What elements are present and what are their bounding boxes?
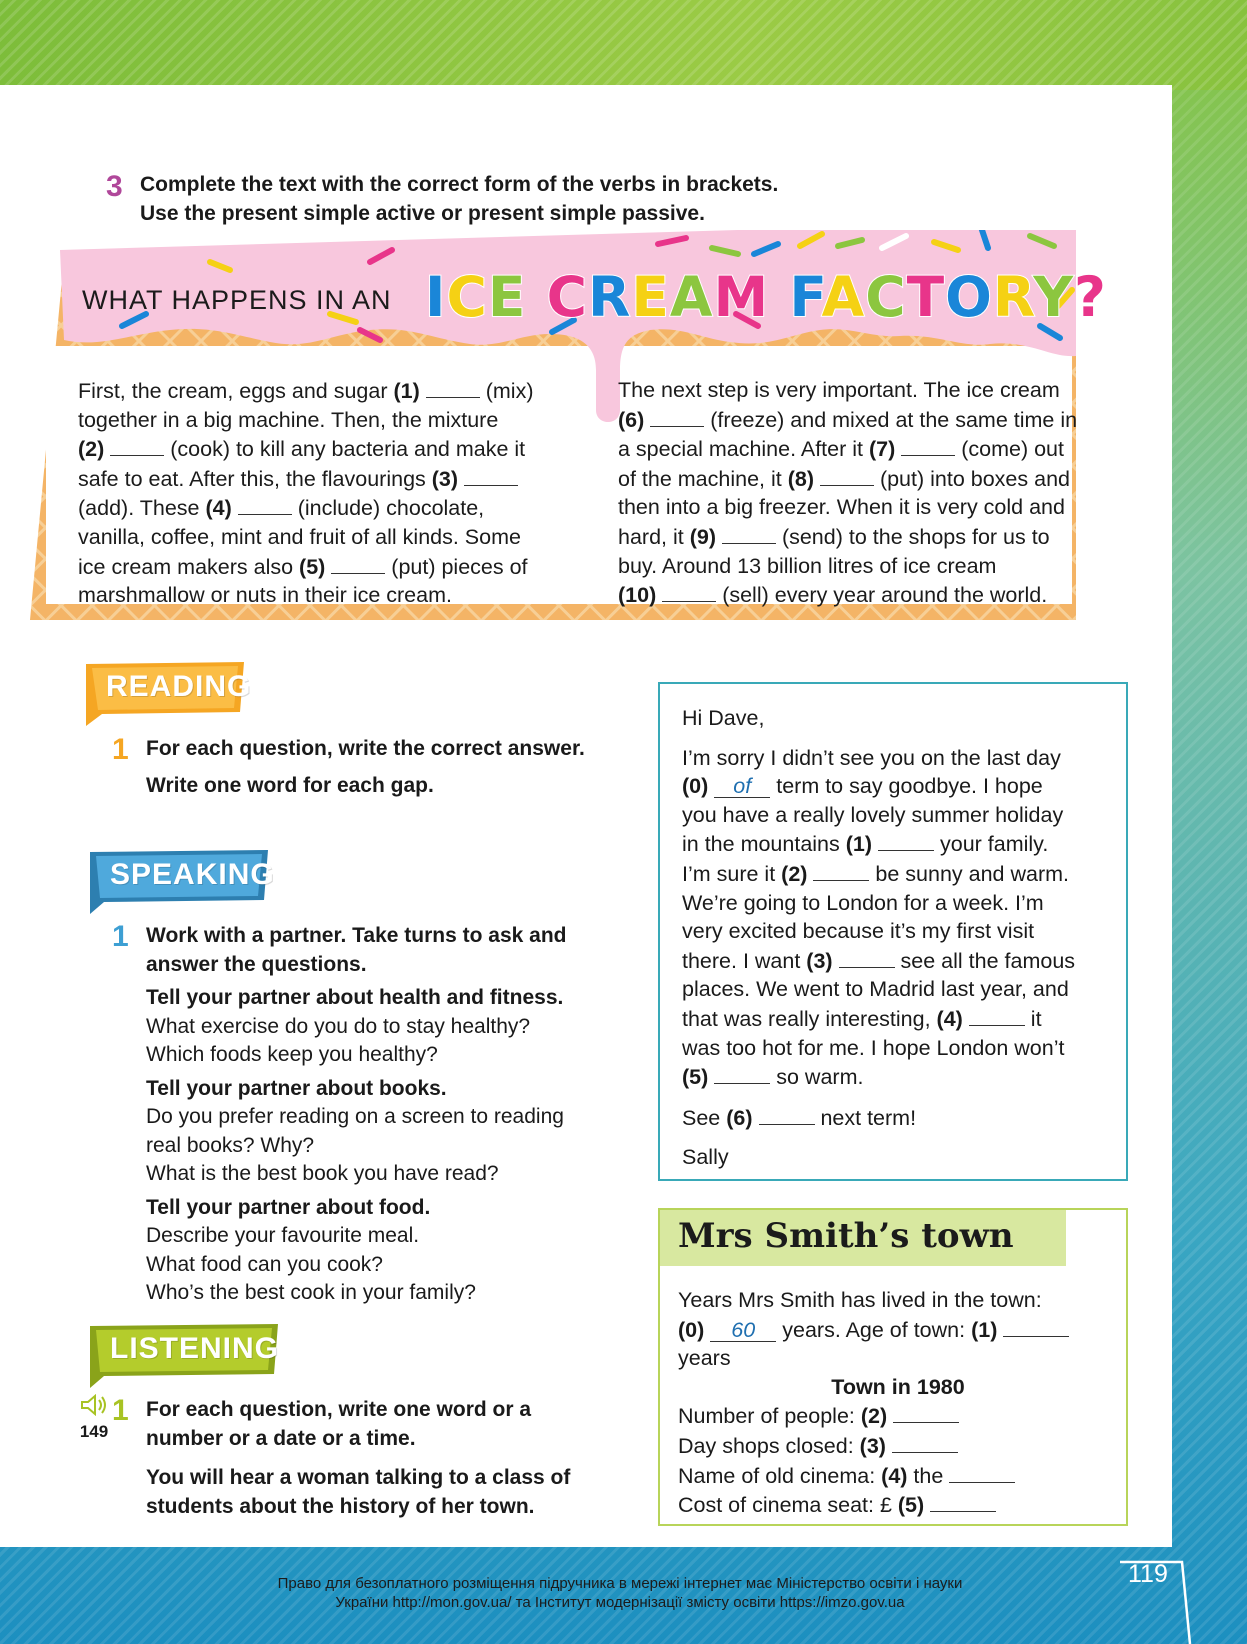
closing-text: See: [682, 1105, 727, 1130]
answer-gap[interactable]: [331, 552, 385, 574]
line-text: in the mountains: [682, 832, 846, 857]
line-text: buy. Around 13 billion litres of ice cream: [618, 553, 997, 578]
line-text: The next step is very important. The ice cream: [618, 378, 1060, 402]
text-line: [78, 406, 558, 435]
notes-item: [678, 1401, 1118, 1431]
speaking-question: What exercise do you do to stay healthy?: [146, 1014, 531, 1038]
fancy-letter: Y: [1033, 265, 1075, 329]
gap-number: (8): [787, 466, 814, 491]
mrs-smith-notes: [658, 1208, 1128, 1526]
line-text-after-gap: (send) to the shops for us to: [716, 525, 1050, 549]
text-line: [78, 493, 558, 523]
line-text: We’re going to London for a week. I’m: [682, 890, 1044, 915]
notes-item-after: the: [907, 1463, 944, 1488]
ice-cream-title-fancy: [425, 265, 1107, 329]
text-line: [618, 405, 1098, 435]
answer-gap[interactable]: [238, 493, 292, 515]
line-text: was too hot for me. I hope London won’t: [682, 1035, 1065, 1060]
exercise-instruction: [140, 170, 900, 228]
speaking-question: Describe your favourite meal.: [146, 1224, 420, 1247]
text-line: [618, 552, 1098, 581]
fancy-word: [425, 265, 526, 329]
answer-gap[interactable]: [426, 376, 480, 398]
notes-item-label: Number of people:: [678, 1404, 861, 1429]
instruction-line-2: Use the present simple active or present simple passive.: [140, 202, 705, 225]
gap-number: (4): [205, 496, 232, 521]
line-text: very excited because it’s my first visit: [682, 919, 1035, 944]
letter-box: [658, 682, 1128, 1181]
line-text-after-gap: (put) pieces of: [325, 555, 527, 579]
letter-line: [682, 744, 1112, 773]
letter-line: [682, 829, 1112, 859]
line-text: I’m sure it: [682, 861, 782, 886]
text-line: [618, 580, 1098, 610]
example-answer: 60: [710, 1319, 776, 1342]
answer-gap[interactable]: [930, 1490, 996, 1512]
fancy-letter: E: [487, 265, 527, 329]
text-line: [78, 523, 558, 552]
audio-track[interactable]: [74, 1394, 114, 1442]
reading-question-number: 1: [112, 733, 129, 766]
fancy-letter: R: [587, 265, 632, 329]
speaker-icon: [79, 1394, 109, 1416]
notes-line-2: [678, 1315, 1118, 1345]
footer-copyright: [230, 1574, 1010, 1612]
letter-text: [682, 704, 1112, 1172]
letter-line: [682, 1034, 1112, 1063]
fancy-letter: C: [446, 265, 488, 329]
notes-item: [678, 1461, 1118, 1491]
notes-header: [660, 1210, 1066, 1266]
gap-number: (6): [618, 407, 645, 432]
fancy-letter: O: [945, 265, 993, 329]
line-text-after-gap: see all the famous: [894, 948, 1076, 973]
gap-number: (0): [682, 774, 709, 799]
footer-line-1: Право для безоплатного розміщення підручника в мережі інтернет має Міністерство освіти і науки: [277, 1575, 963, 1592]
ice-cream-text-left: [78, 376, 558, 610]
notes-item-label: Day shops closed:: [678, 1433, 860, 1458]
listening-tag: [86, 1322, 282, 1384]
top-decorative-band: [0, 0, 1247, 90]
answer-gap[interactable]: [839, 946, 895, 968]
example-answer: of: [714, 775, 770, 798]
text-line: [78, 434, 558, 464]
text-line: [78, 552, 558, 582]
answer-gap[interactable]: [949, 1461, 1015, 1483]
line-text-after-gap: (mix): [420, 379, 534, 403]
line-text-after-gap: (put) into boxes and: [814, 467, 1070, 491]
line-text: safe to eat. After this, the flavourings: [78, 466, 432, 491]
speaking-prompt: Tell your partner about books.: [146, 1076, 447, 1100]
gap-number: (1): [845, 832, 873, 857]
text-line: [618, 464, 1098, 494]
gap-number: (1): [393, 379, 420, 403]
ice-cream-title-plain: WHAT HAPPENS IN AN: [82, 285, 392, 315]
notes-item: [678, 1431, 1118, 1461]
notes-item: [678, 1490, 1118, 1520]
reading-tag: [82, 660, 252, 722]
notes-body: [678, 1286, 1118, 1520]
answer-gap[interactable]: [722, 522, 776, 544]
line-text-after-gap: your family.: [934, 832, 1049, 857]
speaking-prompt: answer the questions.: [146, 952, 367, 976]
line-text: of the machine, it: [618, 466, 788, 491]
fancy-letter: T: [906, 265, 946, 329]
text-line: [78, 581, 558, 610]
speaking-label: SPEAKING: [110, 858, 275, 891]
gap-number: (3): [806, 948, 833, 973]
listening-label: LISTENING: [110, 1332, 280, 1365]
line-text: marshmallow or nuts in their ice cream.: [78, 583, 452, 608]
line-text-after-gap: be sunny and warm.: [869, 861, 1070, 886]
speaking-question: What food can you cook?: [146, 1252, 383, 1276]
gap-number: (0): [678, 1317, 705, 1342]
gap-number: (7): [868, 437, 896, 462]
answer-gap[interactable]: [650, 405, 704, 427]
speaking-question: Do you prefer reading on a screen to reading: [146, 1105, 564, 1128]
line-text: hard, it: [618, 524, 690, 549]
text-line: [618, 434, 1098, 464]
listening-question-number: 1: [112, 1394, 129, 1427]
answer-gap[interactable]: [662, 580, 716, 602]
line-text-after-gap: (freeze) and mixed at the same time in: [644, 408, 1077, 432]
answer-gap[interactable]: [901, 434, 955, 456]
line-text: then into a big freezer. When it is very cold and: [618, 495, 1065, 520]
ice-cream-text-right: [618, 376, 1098, 610]
line-text-after-gap: (sell) every year around the world.: [656, 583, 1047, 607]
answer-gap[interactable]: [759, 1103, 815, 1125]
listening-line-2: number or a date or a time.: [146, 1426, 416, 1450]
text-line: [618, 376, 1098, 405]
fancy-letter: C: [865, 265, 907, 329]
gap-number: (2): [78, 437, 105, 462]
letter-body: [682, 744, 1112, 1092]
gap-number: (6): [726, 1105, 753, 1130]
listening-line-1: For each question, write one word or a: [146, 1398, 532, 1421]
line-text-after-gap: term to say goodbye. I hope: [770, 774, 1043, 799]
closing-text-end: next term!: [814, 1105, 917, 1130]
text-line: [78, 376, 558, 406]
line-text: vanilla, coffee, mint and fruit of all kinds. Some: [78, 524, 521, 549]
text-line: [618, 493, 1098, 522]
answer-gap[interactable]: [878, 829, 934, 851]
notes-title: Mrs Smith’s town: [678, 1216, 1014, 1256]
reading-label: READING: [106, 670, 252, 703]
fancy-word: [789, 265, 1107, 329]
fancy-letter: A: [669, 265, 714, 329]
fancy-letter: E: [631, 265, 670, 329]
listening-line-3: You will hear a woman talking to a class of: [146, 1466, 571, 1489]
answer-gap[interactable]: [969, 1004, 1025, 1026]
exercise-number: 3: [106, 170, 123, 203]
letter-line: [682, 1062, 1112, 1092]
fancy-letter: C: [546, 265, 588, 329]
letter-line: [682, 772, 1112, 801]
text-line: [78, 464, 558, 494]
line-text: together in a big machine. Then, the mixture: [78, 407, 499, 432]
notes-items: [678, 1401, 1118, 1519]
fancy-letter: ?: [1074, 265, 1107, 329]
notes-line-1: Years Mrs Smith has lived in the town:: [678, 1288, 1042, 1312]
instruction-line-1: Complete the text with the correct form of the verbs in brackets.: [140, 173, 779, 196]
speaking-question: Who’s the best cook in your family?: [146, 1281, 476, 1304]
line-text: places. We went to Madrid last year, and: [682, 977, 1069, 1002]
line-text-after-gap: (cook) to kill any bacteria and make it: [104, 437, 525, 461]
answer-gap[interactable]: [892, 1431, 958, 1453]
notes-item-label: Cost of cinema seat: £: [678, 1493, 898, 1518]
speaking-question-number: 1: [112, 920, 129, 953]
gap-number: (1): [971, 1317, 998, 1342]
line-text: there. I want: [682, 948, 807, 973]
line-text: that was really interesting,: [682, 1006, 937, 1031]
gap-number: (10): [618, 583, 657, 608]
reading-line-2: Write one word for each gap.: [146, 773, 434, 797]
line-text: I’m sorry I didn’t see you on the last day: [682, 745, 1061, 770]
answer-gap[interactable]: [464, 464, 518, 486]
fancy-word: [547, 265, 770, 329]
line-text: a special machine. After it: [618, 437, 869, 462]
gap-number: (2): [860, 1404, 888, 1429]
gap-number: (2): [781, 861, 808, 886]
gap-number: (4): [881, 1463, 908, 1488]
line-text-after-gap: so warm.: [770, 1065, 864, 1090]
letter-line: [682, 1004, 1112, 1034]
letter-line: [682, 889, 1112, 918]
ice-cream-factory-box: [30, 230, 1128, 648]
answer-gap[interactable]: [714, 1062, 770, 1084]
speaking-question: Which foods keep you healthy?: [146, 1043, 438, 1066]
letter-closing: [682, 1103, 1112, 1133]
speaking-question: real books? Why?: [146, 1133, 315, 1157]
gap-number: (3): [859, 1433, 886, 1458]
gap-number: (3): [431, 466, 459, 491]
notes-item-label: Name of old cinema:: [678, 1463, 882, 1488]
fancy-letter: M: [713, 265, 770, 329]
notes-subheading: Town in 1980: [831, 1374, 965, 1399]
gap-number: (5): [897, 1493, 925, 1518]
footer-line-2: України http://mon.gov.ua/ та Інститут модернізації змісту освіти https://imzo.gov.ua: [335, 1594, 905, 1611]
line-text: ice cream makers also: [78, 554, 300, 579]
letter-line: [682, 859, 1112, 889]
line-text-after-gap: (include) chocolate,: [232, 496, 484, 520]
speaking-questions: [146, 922, 636, 1308]
answer-gap[interactable]: [820, 464, 874, 486]
gap-number: (4): [936, 1006, 963, 1031]
gap-number: (9): [689, 524, 716, 549]
answer-gap[interactable]: [813, 859, 869, 881]
speaking-tag: [86, 848, 275, 910]
letter-line: [682, 975, 1112, 1004]
answer-gap[interactable]: [110, 434, 164, 456]
letter-signature: Sally: [682, 1145, 729, 1170]
line-text: you have a really lovely summer holiday: [682, 802, 1064, 827]
fancy-letter: F: [789, 265, 822, 329]
line-text-after-gap: [458, 467, 518, 491]
gap-number: (5): [682, 1065, 709, 1090]
line-text: (add). These: [78, 496, 206, 521]
reading-instructions: [146, 735, 616, 800]
page-number: 119: [1128, 1560, 1168, 1588]
page-number-frame: [1118, 1558, 1198, 1644]
answer-gap[interactable]: [893, 1401, 959, 1423]
letter-line: [682, 801, 1112, 830]
letter-greeting: Hi Dave,: [682, 706, 765, 730]
fancy-letter: I: [425, 265, 447, 329]
gap-number: (5): [299, 554, 326, 579]
track-number: 149: [79, 1422, 109, 1441]
listening-line-4: students about the history of her town.: [146, 1494, 535, 1518]
fancy-letter: R: [992, 265, 1034, 329]
line-text-after-gap: (come) out: [895, 437, 1064, 461]
line-text-after-gap: it: [1024, 1006, 1042, 1031]
speaking-prompt: Work with a partner. Take turns to ask and: [146, 924, 567, 947]
reading-line-1: For each question, write the correct answer.: [146, 737, 585, 760]
speaking-prompt: Tell your partner about food.: [146, 1195, 431, 1219]
letter-line: [682, 946, 1112, 976]
notes-text: years. Age of town:: [776, 1317, 972, 1342]
line-text: First, the cream, eggs and sugar: [78, 379, 394, 403]
speaking-question: What is the best book you have read?: [146, 1162, 499, 1185]
notes-line-3: years: [678, 1346, 731, 1371]
text-line: [618, 522, 1098, 552]
listening-instructions: [146, 1396, 636, 1521]
letter-line: [682, 917, 1112, 946]
answer-gap[interactable]: [1003, 1315, 1069, 1337]
speaking-prompt: Tell your partner about health and fitness.: [146, 986, 564, 1009]
fancy-letter: A: [821, 265, 866, 329]
